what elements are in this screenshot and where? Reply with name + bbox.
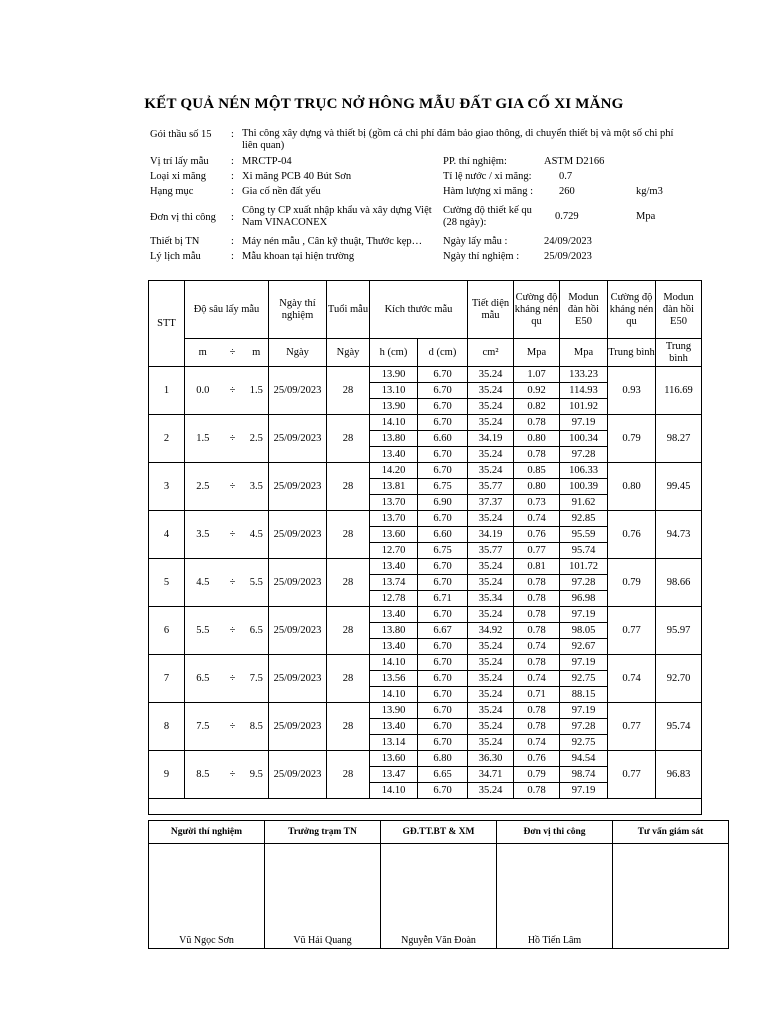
test-date-label: Ngày thí nghiệm : — [443, 251, 520, 262]
modulus-cell: 101.92 — [560, 399, 608, 415]
modulus-cell: 97.19 — [560, 703, 608, 719]
diameter-cell: 6.70 — [418, 735, 468, 751]
header-stt: STT — [149, 281, 185, 367]
height-cell: 13.80 — [370, 623, 418, 639]
height-cell: 13.90 — [370, 703, 418, 719]
test-date-cell: 25/09/2023 — [269, 511, 327, 559]
height-cell: 14.10 — [370, 415, 418, 431]
depth-to-cell: 2.5 — [245, 415, 269, 463]
height-cell: 13.90 — [370, 367, 418, 383]
area-cell: 35.24 — [468, 687, 514, 703]
cement-label: Loại xi măng — [150, 171, 206, 182]
height-cell: 14.10 — [370, 655, 418, 671]
diameter-cell: 6.65 — [418, 767, 468, 783]
test-date-value: 25/09/2023 — [544, 251, 592, 262]
test-date-cell: 25/09/2023 — [269, 415, 327, 463]
area-cell: 36.30 — [468, 751, 514, 767]
cement-content-label: Hàm lượng xi măng : — [443, 186, 533, 197]
depth-from-cell: 0.0 — [185, 367, 221, 415]
signature-role: Trưởng trạm TN — [265, 821, 381, 844]
item-label: Hạng mục — [150, 186, 194, 197]
cement-value: Xi măng PCB 40 Bút Sơn — [242, 171, 352, 182]
strength-cell: 0.76 — [514, 527, 560, 543]
package-label: Gói thầu số 15 — [150, 129, 212, 140]
test-date-cell: 25/09/2023 — [269, 559, 327, 607]
avg-strength-cell: 0.77 — [608, 703, 656, 751]
height-cell: 13.70 — [370, 495, 418, 511]
modulus-cell: 97.28 — [560, 575, 608, 591]
history-value: Mẫu khoan tại hiện trường — [242, 251, 355, 262]
modulus-cell: 92.75 — [560, 735, 608, 751]
avg-modulus-cell: 99.45 — [656, 463, 702, 511]
colon: : — [231, 212, 234, 223]
modulus-cell: 91.62 — [560, 495, 608, 511]
height-cell: 13.14 — [370, 735, 418, 751]
avg-modulus-cell: 98.27 — [656, 415, 702, 463]
depth-sep-cell: ÷ — [221, 703, 245, 751]
colon: : — [231, 236, 234, 247]
diameter-cell: 6.70 — [418, 399, 468, 415]
height-cell: 12.70 — [370, 543, 418, 559]
strength-cell: 0.92 — [514, 383, 560, 399]
location-value: MRCTP-04 — [242, 156, 292, 167]
header-depth: Độ sâu lấy mẫu — [185, 281, 269, 339]
location-label: Vị trí lấy mẫu — [150, 156, 209, 167]
depth-from-cell: 1.5 — [185, 415, 221, 463]
unit-depth-sep: ÷ — [221, 339, 245, 367]
sampling-date-label: Ngày lấy mẫu : — [443, 236, 508, 247]
header-strength: Cường độ kháng nén qu — [514, 281, 560, 339]
results-table — [148, 280, 702, 815]
avg-strength-cell: 0.79 — [608, 415, 656, 463]
unit-depth-to: m — [245, 339, 269, 367]
strength-cell: 0.71 — [514, 687, 560, 703]
depth-from-cell: 8.5 — [185, 751, 221, 799]
depth-from-cell: 4.5 — [185, 559, 221, 607]
signature-names-row — [149, 844, 729, 949]
area-cell: 35.24 — [468, 367, 514, 383]
empty-row — [149, 799, 702, 815]
modulus-cell: 88.15 — [560, 687, 608, 703]
strength-cell: 0.73 — [514, 495, 560, 511]
colon: : — [231, 129, 234, 140]
depth-sep-cell: ÷ — [221, 607, 245, 655]
diameter-cell: 6.70 — [418, 463, 468, 479]
strength-cell: 0.78 — [514, 607, 560, 623]
height-cell: 13.40 — [370, 607, 418, 623]
modulus-cell: 95.74 — [560, 543, 608, 559]
colon: : — [231, 171, 234, 182]
table-row — [149, 367, 702, 383]
strength-cell: 0.74 — [514, 511, 560, 527]
diameter-cell: 6.70 — [418, 719, 468, 735]
depth-from-cell: 6.5 — [185, 655, 221, 703]
diameter-cell: 6.80 — [418, 751, 468, 767]
avg-modulus-cell: 98.66 — [656, 559, 702, 607]
table-row — [149, 559, 702, 575]
stt-cell: 6 — [149, 607, 185, 655]
test-date-cell: 25/09/2023 — [269, 367, 327, 415]
avg-modulus-cell: 92.70 — [656, 655, 702, 703]
area-cell: 35.34 — [468, 591, 514, 607]
height-cell: 12.78 — [370, 591, 418, 607]
diameter-cell: 6.70 — [418, 367, 468, 383]
strength-cell: 0.78 — [514, 415, 560, 431]
strength-cell: 0.78 — [514, 447, 560, 463]
area-cell: 35.77 — [468, 479, 514, 495]
header-modulus: Modun đàn hồi E50 — [560, 281, 608, 339]
signature-name: Vũ Hải Quang — [265, 844, 381, 949]
signature-role: Tư vấn giám sát — [613, 821, 729, 844]
height-cell: 13.60 — [370, 751, 418, 767]
area-cell: 35.24 — [468, 783, 514, 799]
height-cell: 13.40 — [370, 559, 418, 575]
header-avg-strength: Cường độ kháng nén qu — [608, 281, 656, 339]
diameter-cell: 6.70 — [418, 687, 468, 703]
method-value: ASTM D2166 — [544, 156, 605, 167]
area-cell: 35.24 — [468, 399, 514, 415]
area-cell: 35.24 — [468, 639, 514, 655]
diameter-cell: 6.70 — [418, 559, 468, 575]
area-cell: 35.24 — [468, 511, 514, 527]
height-cell: 13.56 — [370, 671, 418, 687]
depth-to-cell: 9.5 — [245, 751, 269, 799]
age-cell: 28 — [327, 415, 370, 463]
diameter-cell: 6.71 — [418, 591, 468, 607]
area-cell: 35.24 — [468, 415, 514, 431]
diameter-cell: 6.70 — [418, 639, 468, 655]
table-row — [149, 655, 702, 671]
colon: : — [231, 186, 234, 197]
history-label: Lý lịch mẫu — [150, 251, 201, 262]
modulus-cell: 92.67 — [560, 639, 608, 655]
signature-name: Vũ Ngọc Sơn — [149, 844, 265, 949]
age-cell: 28 — [327, 367, 370, 415]
wc-ratio-value: 0.7 — [559, 171, 573, 182]
height-cell: 13.47 — [370, 767, 418, 783]
modulus-cell: 100.34 — [560, 431, 608, 447]
area-cell: 35.24 — [468, 655, 514, 671]
area-cell: 34.92 — [468, 623, 514, 639]
table-row — [149, 703, 702, 719]
strength-cell: 0.74 — [514, 671, 560, 687]
avg-strength-cell: 0.80 — [608, 463, 656, 511]
unit-age: Ngày — [327, 339, 370, 367]
depth-from-cell: 2.5 — [185, 463, 221, 511]
strength-cell: 0.78 — [514, 719, 560, 735]
signature-table — [148, 820, 729, 949]
diameter-cell: 6.90 — [418, 495, 468, 511]
area-cell: 35.24 — [468, 559, 514, 575]
report-title: KẾT QUẢ NÉN MỘT TRỤC NỞ HÔNG MẪU ĐẤT GIA CỐ XI MĂNG — [144, 96, 624, 112]
header-test-date: Ngày thí nghiệm — [269, 281, 327, 339]
height-cell: 13.74 — [370, 575, 418, 591]
area-cell: 35.24 — [468, 607, 514, 623]
age-cell: 28 — [327, 559, 370, 607]
modulus-cell: 98.74 — [560, 767, 608, 783]
design-strength-unit: Mpa — [636, 211, 656, 222]
test-date-cell: 25/09/2023 — [269, 463, 327, 511]
diameter-cell: 6.75 — [418, 543, 468, 559]
diameter-cell: 6.60 — [418, 527, 468, 543]
colon: : — [231, 251, 234, 262]
strength-cell: 0.74 — [514, 639, 560, 655]
header-avg-modulus: Modun đàn hồi E50 — [656, 281, 702, 339]
test-date-cell: 25/09/2023 — [269, 655, 327, 703]
avg-strength-cell: 0.93 — [608, 367, 656, 415]
diameter-cell: 6.70 — [418, 783, 468, 799]
height-cell: 14.20 — [370, 463, 418, 479]
method-label: PP. thí nghiệm: — [443, 156, 507, 167]
modulus-cell: 97.19 — [560, 655, 608, 671]
cement-content-value: 260 — [559, 186, 575, 197]
equipment-label: Thiết bị TN — [150, 236, 200, 247]
test-date-cell: 25/09/2023 — [269, 751, 327, 799]
diameter-cell: 6.70 — [418, 575, 468, 591]
equipment-value: Máy nén mẫu , Cân kỹ thuật, Thước kẹp… — [242, 236, 423, 247]
cement-content-unit: kg/m3 — [636, 186, 663, 197]
avg-modulus-cell: 94.73 — [656, 511, 702, 559]
area-cell: 34.19 — [468, 527, 514, 543]
design-strength-value: 0.729 — [555, 211, 579, 222]
avg-strength-cell: 0.74 — [608, 655, 656, 703]
strength-cell: 0.78 — [514, 783, 560, 799]
unit-avg-modulus: Trung bình — [656, 339, 702, 367]
height-cell: 14.10 — [370, 687, 418, 703]
unit-h: h (cm) — [370, 339, 418, 367]
design-strength-label: Cường độ thiết kế qu (28 ngày): — [443, 205, 532, 228]
modulus-cell: 101.72 — [560, 559, 608, 575]
diameter-cell: 6.70 — [418, 703, 468, 719]
avg-strength-cell: 0.79 — [608, 559, 656, 607]
modulus-cell: 97.19 — [560, 783, 608, 799]
height-cell: 13.40 — [370, 447, 418, 463]
unit-modulus: Mpa — [560, 339, 608, 367]
height-cell: 13.40 — [370, 639, 418, 655]
height-cell: 14.10 — [370, 783, 418, 799]
modulus-cell: 98.05 — [560, 623, 608, 639]
header-age: Tuổi mẫu — [327, 281, 370, 339]
modulus-cell: 97.19 — [560, 607, 608, 623]
diameter-cell: 6.70 — [418, 415, 468, 431]
modulus-cell: 97.28 — [560, 719, 608, 735]
wc-ratio-label: Tỉ lệ nước / xi măng: — [443, 171, 532, 182]
modulus-cell: 97.19 — [560, 415, 608, 431]
colon: : — [231, 156, 234, 167]
height-cell: 13.60 — [370, 527, 418, 543]
unit-depth-from: m — [185, 339, 221, 367]
height-cell: 13.90 — [370, 399, 418, 415]
avg-modulus-cell: 116.69 — [656, 367, 702, 415]
unit-d: d (cm) — [418, 339, 468, 367]
depth-sep-cell: ÷ — [221, 367, 245, 415]
table-row — [149, 607, 702, 623]
stt-cell: 9 — [149, 751, 185, 799]
item-value: Gia cố nền đất yếu — [242, 186, 321, 197]
stt-cell: 1 — [149, 367, 185, 415]
strength-cell: 0.80 — [514, 431, 560, 447]
height-cell: 13.10 — [370, 383, 418, 399]
area-cell: 35.24 — [468, 735, 514, 751]
depth-sep-cell: ÷ — [221, 655, 245, 703]
diameter-cell: 6.70 — [418, 671, 468, 687]
diameter-cell: 6.70 — [418, 447, 468, 463]
header-size: Kích thước mẫu — [370, 281, 468, 339]
diameter-cell: 6.70 — [418, 607, 468, 623]
signature-role: Người thí nghiệm — [149, 821, 265, 844]
depth-from-cell: 5.5 — [185, 607, 221, 655]
contractor-label: Đơn vị thi công — [150, 212, 216, 223]
header-area: Tiết diện mẫu — [468, 281, 514, 339]
strength-cell: 0.78 — [514, 591, 560, 607]
avg-modulus-cell: 95.74 — [656, 703, 702, 751]
age-cell: 28 — [327, 751, 370, 799]
unit-strength: Mpa — [514, 339, 560, 367]
height-cell: 13.40 — [370, 719, 418, 735]
area-cell: 35.24 — [468, 703, 514, 719]
stt-cell: 2 — [149, 415, 185, 463]
modulus-cell: 94.54 — [560, 751, 608, 767]
area-cell: 34.71 — [468, 767, 514, 783]
depth-from-cell: 3.5 — [185, 511, 221, 559]
modulus-cell: 92.75 — [560, 671, 608, 687]
diameter-cell: 6.60 — [418, 431, 468, 447]
modulus-cell: 96.98 — [560, 591, 608, 607]
area-cell: 35.24 — [468, 463, 514, 479]
area-cell: 35.24 — [468, 383, 514, 399]
diameter-cell: 6.67 — [418, 623, 468, 639]
stt-cell: 4 — [149, 511, 185, 559]
age-cell: 28 — [327, 655, 370, 703]
area-cell: 37.37 — [468, 495, 514, 511]
strength-cell: 0.78 — [514, 655, 560, 671]
area-cell: 35.24 — [468, 447, 514, 463]
depth-to-cell: 6.5 — [245, 607, 269, 655]
age-cell: 28 — [327, 703, 370, 751]
height-cell: 13.80 — [370, 431, 418, 447]
depth-to-cell: 8.5 — [245, 703, 269, 751]
unit-test-date: Ngày — [269, 339, 327, 367]
strength-cell: 1.07 — [514, 367, 560, 383]
height-cell: 13.81 — [370, 479, 418, 495]
avg-modulus-cell: 95.97 — [656, 607, 702, 655]
diameter-cell: 6.70 — [418, 383, 468, 399]
modulus-cell: 92.85 — [560, 511, 608, 527]
results-body — [149, 367, 702, 799]
depth-to-cell: 7.5 — [245, 655, 269, 703]
depth-sep-cell: ÷ — [221, 511, 245, 559]
sampling-date-value: 24/09/2023 — [544, 236, 592, 247]
signature-role: Đơn vị thi công — [497, 821, 613, 844]
strength-cell: 0.79 — [514, 767, 560, 783]
area-cell: 34.19 — [468, 431, 514, 447]
strength-cell: 0.80 — [514, 479, 560, 495]
strength-cell: 0.78 — [514, 575, 560, 591]
stt-cell: 7 — [149, 655, 185, 703]
depth-from-cell: 7.5 — [185, 703, 221, 751]
contractor-value: Công ty CP xuất nhập khẩu và xây dựng Việt Nam VINACONEX — [242, 205, 432, 228]
strength-cell: 0.74 — [514, 735, 560, 751]
strength-cell: 0.78 — [514, 623, 560, 639]
modulus-cell: 133.23 — [560, 367, 608, 383]
modulus-cell: 95.59 — [560, 527, 608, 543]
test-date-cell: 25/09/2023 — [269, 607, 327, 655]
table-row — [149, 415, 702, 431]
age-cell: 28 — [327, 607, 370, 655]
stt-cell: 5 — [149, 559, 185, 607]
strength-cell: 0.77 — [514, 543, 560, 559]
strength-cell: 0.81 — [514, 559, 560, 575]
diameter-cell: 6.75 — [418, 479, 468, 495]
modulus-cell: 100.39 — [560, 479, 608, 495]
avg-modulus-cell: 96.83 — [656, 751, 702, 799]
stt-cell: 8 — [149, 703, 185, 751]
modulus-cell: 106.33 — [560, 463, 608, 479]
signature-roles-row — [149, 821, 729, 844]
unit-area: cm² — [468, 339, 514, 367]
signature-name: Hồ Tiến Lâm — [497, 844, 613, 949]
area-cell: 35.77 — [468, 543, 514, 559]
area-cell: 35.24 — [468, 719, 514, 735]
signature-role: GĐ.TT.BT & XM — [381, 821, 497, 844]
table-row — [149, 751, 702, 767]
modulus-cell: 114.93 — [560, 383, 608, 399]
height-cell: 13.70 — [370, 511, 418, 527]
area-cell: 35.24 — [468, 671, 514, 687]
table-row — [149, 463, 702, 479]
modulus-cell: 97.28 — [560, 447, 608, 463]
diameter-cell: 6.70 — [418, 511, 468, 527]
depth-sep-cell: ÷ — [221, 751, 245, 799]
stt-cell: 3 — [149, 463, 185, 511]
depth-to-cell: 3.5 — [245, 463, 269, 511]
depth-sep-cell: ÷ — [221, 559, 245, 607]
table-row — [149, 511, 702, 527]
signature-name — [613, 844, 729, 949]
depth-to-cell: 5.5 — [245, 559, 269, 607]
area-cell: 35.24 — [468, 575, 514, 591]
avg-strength-cell: 0.76 — [608, 511, 656, 559]
test-date-cell: 25/09/2023 — [269, 703, 327, 751]
depth-to-cell: 4.5 — [245, 511, 269, 559]
avg-strength-cell: 0.77 — [608, 751, 656, 799]
strength-cell: 0.85 — [514, 463, 560, 479]
package-value: Thi công xây dựng và thiết bị (gồm cả chi phí đảm bảo giao thông, di chuyển thiết bị và một số chi phí liên quan) — [242, 128, 674, 151]
unit-avg-strength: Trung bình — [608, 339, 656, 367]
strength-cell: 0.78 — [514, 703, 560, 719]
depth-to-cell: 1.5 — [245, 367, 269, 415]
strength-cell: 0.76 — [514, 751, 560, 767]
depth-sep-cell: ÷ — [221, 463, 245, 511]
avg-strength-cell: 0.77 — [608, 607, 656, 655]
strength-cell: 0.82 — [514, 399, 560, 415]
age-cell: 28 — [327, 463, 370, 511]
age-cell: 28 — [327, 511, 370, 559]
depth-sep-cell: ÷ — [221, 415, 245, 463]
diameter-cell: 6.70 — [418, 655, 468, 671]
signature-name: Nguyễn Văn Đoàn — [381, 844, 497, 949]
